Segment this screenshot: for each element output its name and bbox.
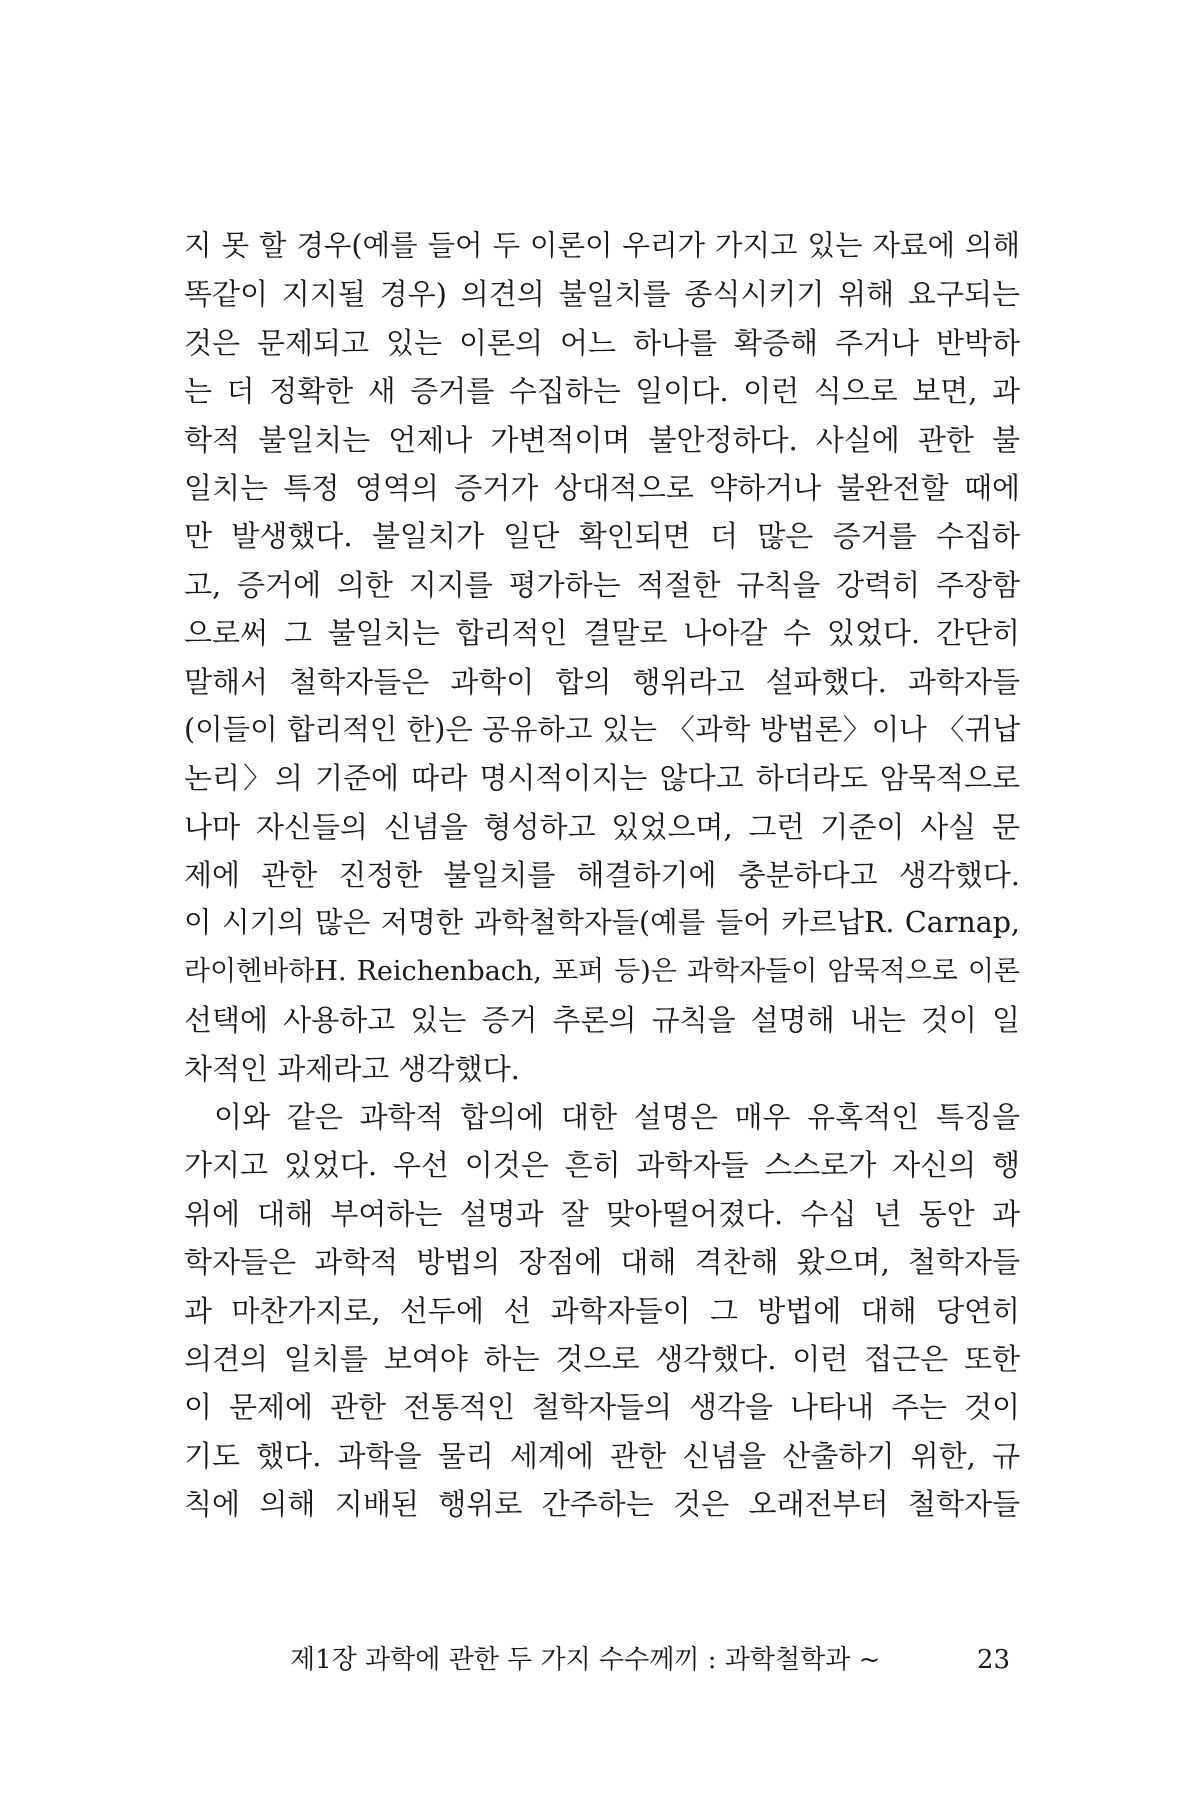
text-line: 논리〉의 기준에 따라 명시적이지는 않다고 하더라도 암묵적으로 — [184, 761, 1020, 796]
text-line: 이와 같은 과학적 합의에 대한 설명은 매우 유혹적인 특징을 — [214, 1100, 1020, 1135]
text-line: 라이헨바하H. Reichenbach, 포퍼 등)은 과학자들이 암묵적으로 이론 — [184, 955, 1020, 987]
body-text — [184, 222, 1020, 1529]
text-line: 의견의 일치를 보여야 하는 것으로 생각했다. 이런 접근은 또한 — [184, 1341, 1020, 1376]
text-line: 선택에 사용하고 있는 증거 추론의 규칙을 설명해 내는 것이 일 — [184, 1003, 1020, 1038]
text-line: 이 시기의 많은 저명한 과학철학자들(예를 들어 카르납R. Carnap, — [184, 906, 1020, 940]
paragraph-1 — [184, 222, 1020, 1093]
text-line: 것은 문제되고 있는 이론의 어느 하나를 확증해 주거나 반박하 — [184, 325, 1020, 360]
text-line: 이 문제에 관한 전통적인 철학자들의 생각을 나타내 주는 것이 — [184, 1390, 1020, 1425]
page-footer — [290, 1640, 1010, 1680]
text-line: 나마 자신들의 신념을 형성하고 있었으며, 그런 기준이 사실 문 — [184, 809, 1020, 844]
text-line: 똑같이 지지될 경우) 의견의 불일치를 종식시키기 위해 요구되는 — [184, 277, 1020, 312]
text-line: 고, 증거에 의한 지지를 평가하는 적절한 규칙을 강력히 주장함 — [184, 567, 1020, 602]
text-line: (이들이 합리적인 한)은 공유하고 있는 〈과학 방법론〉이나 〈귀납 — [184, 712, 1020, 746]
paragraph-2 — [184, 1093, 1020, 1529]
text-line: 일치는 특정 영역의 증거가 상대적으로 약하거나 불완전할 때에 — [184, 470, 1020, 505]
text-line: 차적인 과제라고 생각했다. — [184, 1051, 520, 1086]
text-line: 과 마찬가지로, 선두에 선 과학자들이 그 방법에 대해 당연히 — [184, 1293, 1020, 1328]
text-line: 학자들은 과학적 방법의 장점에 대해 격찬해 왔으며, 철학자들 — [184, 1245, 1020, 1280]
text-line: 칙에 의해 지배된 행위로 간주하는 것은 오래전부터 철학자들 — [184, 1487, 1020, 1522]
text-line: 는 더 정확한 새 증거를 수집하는 일이다. 이런 식으로 보면, 과 — [184, 374, 1020, 409]
page-number: 23 — [976, 1645, 1010, 1675]
text-line: 지 못 할 경우(예를 들어 두 이론이 우리가 가지고 있는 자료에 의해 — [184, 229, 1020, 262]
running-title: 제1장 과학에 관한 두 가지 수수께끼 : 과학철학과 ~ — [290, 1645, 881, 1675]
text-line: 제에 관한 진정한 불일치를 해결하기에 충분하다고 생각했다. — [184, 858, 1020, 893]
text-line: 만 발생했다. 불일치가 일단 확인되면 더 많은 증거를 수집하 — [184, 519, 1020, 554]
text-line: 위에 대해 부여하는 설명과 잘 맞아떨어졌다. 수십 년 동안 과 — [184, 1196, 1020, 1231]
text-line: 가지고 있었다. 우선 이것은 흔히 과학자들 스스로가 자신의 행 — [184, 1148, 1020, 1183]
text-line: 으로써 그 불일치는 합리적인 결말로 나아갈 수 있었다. 간단히 — [184, 616, 1020, 651]
text-line: 학적 불일치는 언제나 가변적이며 불안정하다. 사실에 관한 불 — [184, 422, 1020, 457]
text-line: 기도 했다. 과학을 물리 세계에 관한 신념을 산출하기 위한, 규 — [184, 1438, 1020, 1473]
text-line: 말해서 철학자들은 과학이 합의 행위라고 설파했다. 과학자들 — [184, 664, 1020, 699]
